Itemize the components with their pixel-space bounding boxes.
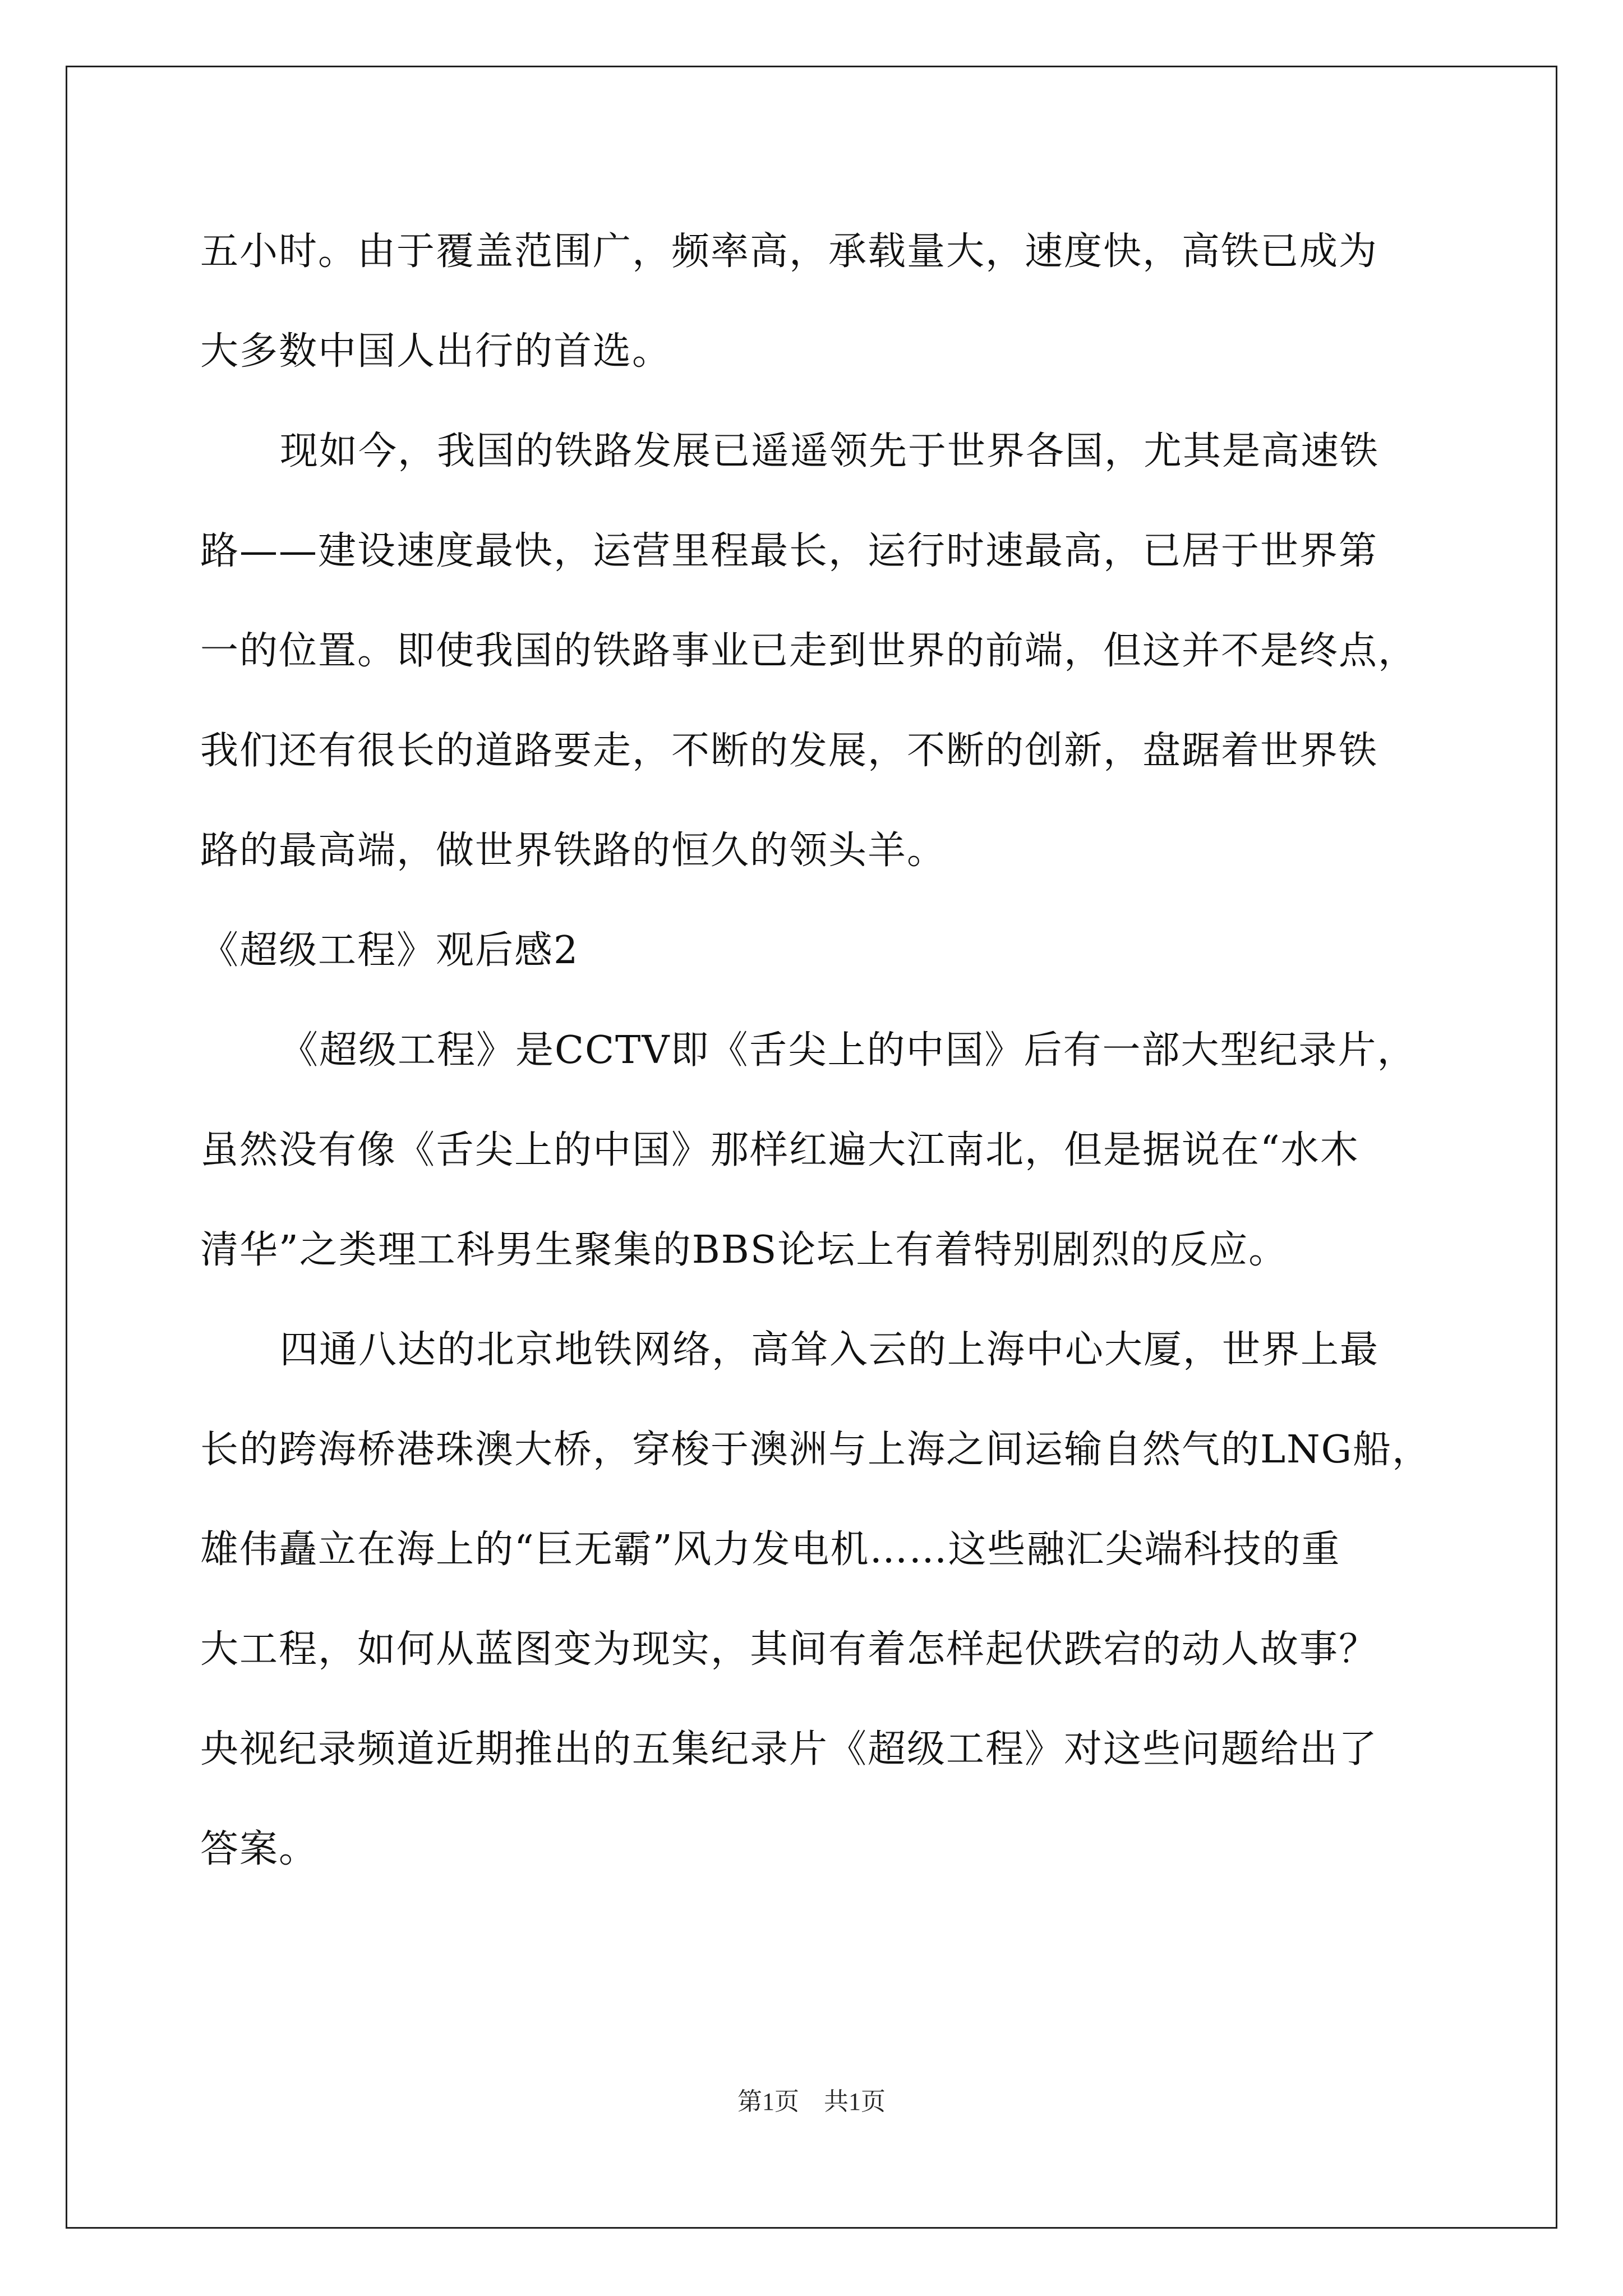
paragraph-start-line: 四通八达的北京地铁网络，高耸入云的上海中心大厦，世界上最 [280,1328,1380,1372]
text-line: 大工程，如何从蓝图变为现实，其间有着怎样起伏跌宕的动人故事？ [200,1627,1378,1672]
paragraph-start-line: 《超级工程》是CCTV即《舌尖上的中国》后有一部大型纪录片， [280,1028,1417,1073]
text-line: 长的跨海桥港珠澳大桥，穿梭于澳洲与上海之间运输自然气的LNG船， [200,1428,1431,1472]
section-heading: 《超级工程》观后感2 [200,928,579,973]
text-line: 一的位置。即使我国的铁路事业已走到世界的前端，但这并不是终点， [200,629,1418,673]
document-body [200,202,1440,1899]
text-line: 我们还有很长的道路要走，不断的发展，不断的创新，盘踞着世界铁 [200,729,1378,773]
text-line: 大多数中国人出行的首选。 [200,329,672,374]
text-line: 路——建设速度最快，运营里程最长，运行时速最高，已居于世界第 [200,529,1378,573]
text-line: 央视纪录频道近期推出的五集纪录片《超级工程》对这些问题给出了 [200,1727,1378,1772]
text-line: 路的最高端，做世界铁路的恒久的领头羊。 [200,829,947,873]
page-footer: 第1页 共1页 [737,2088,886,2115]
text-line: 五小时。由于覆盖范围广，频率高，承载量大，速度快，高铁已成为 [200,229,1378,274]
paragraph-start-line: 现如今，我国的铁路发展已遥遥领先于世界各国，尤其是高速铁 [280,429,1380,473]
text-line: 虽然没有像《舌尖上的中国》那样红遍大江南北，但是据说在“水木 [200,1128,1359,1172]
text-line: 清华”之类理工科男生聚集的BBS论坛上有着特别剧烈的反应。 [200,1228,1288,1272]
text-line: 答案。 [200,1827,319,1871]
text-line: 雄伟矗立在海上的“巨无霸”风力发电机……这些融汇尖端科技的重 [200,1527,1341,1572]
